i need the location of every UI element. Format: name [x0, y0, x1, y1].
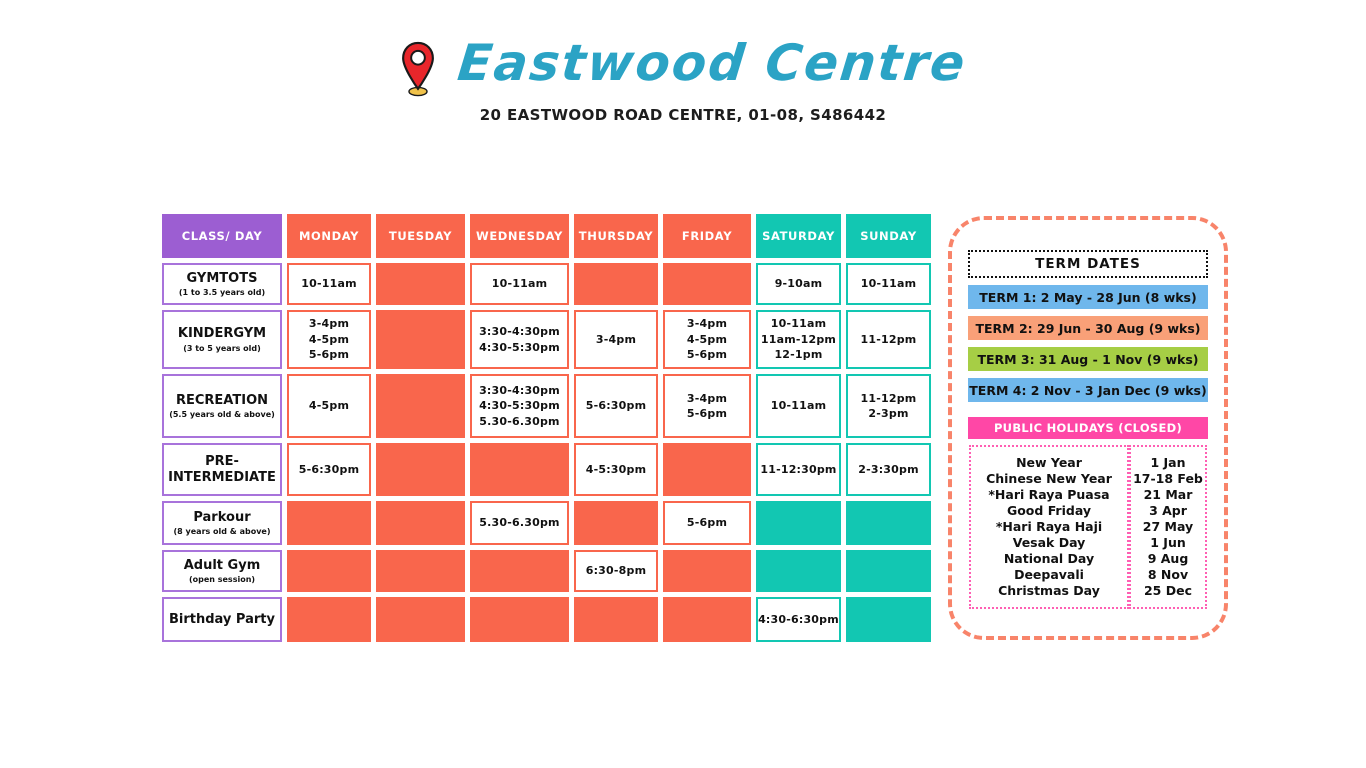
column-header-wednesday: WEDNESDAY: [470, 214, 569, 258]
class-cell-parkour: [162, 501, 282, 545]
schedule-slot: [756, 310, 841, 369]
class-cell-adult-gym: [162, 550, 282, 592]
class-name: GYMTOTS: [186, 270, 258, 286]
holiday-date: 3 Apr: [1149, 503, 1187, 518]
column-header-thursday: THURSDAY: [574, 214, 658, 258]
public-holidays-header: PUBLIC HOLIDAYS (CLOSED): [968, 417, 1208, 439]
slot-time: 5-6:30pm: [585, 399, 647, 413]
holiday-name: Deepavali: [1014, 567, 1084, 582]
term-dates-title: TERM DATES: [968, 250, 1208, 278]
class-subtitle: (open session): [188, 575, 256, 585]
class-name: Parkour: [193, 509, 251, 525]
slot-time: 12-1pm: [774, 348, 823, 362]
schedule-slot: [663, 374, 751, 438]
class-name: RECREATION: [175, 392, 268, 408]
schedule-empty-cell: [756, 550, 841, 592]
slot-time: 4:30-6:30pm: [758, 612, 839, 626]
schedule-slot: [756, 263, 841, 305]
slot-time: 4-5pm: [686, 332, 728, 346]
slot-time: 3-4pm: [686, 391, 728, 405]
class-subtitle: (3 to 5 years old): [183, 343, 261, 353]
slot-time: 3-4pm: [595, 332, 637, 346]
title-row: [0, 36, 1366, 98]
schedule-slot: [756, 443, 841, 496]
schedule-slot: [574, 550, 658, 592]
class-cell-gymtots: [162, 263, 282, 305]
schedule-slot: [287, 310, 371, 369]
column-header-monday: MONDAY: [287, 214, 371, 258]
slot-time: 11-12pm: [860, 391, 917, 405]
schedule-empty-cell: [376, 374, 465, 438]
schedule-empty-cell: [756, 501, 841, 545]
holiday-date: 21 Mar: [1143, 487, 1193, 502]
slot-time: 10-11am: [491, 277, 548, 291]
slot-time: 5-6pm: [308, 348, 350, 362]
info-panel: [948, 216, 1228, 640]
schedule-slot: [663, 501, 751, 545]
schedule-slot: [846, 374, 931, 438]
slot-time: 10-11am: [301, 277, 357, 291]
class-name: Birthday Party: [169, 611, 275, 627]
term-bar-1: TERM 1: 2 May - 28 Jun (8 wks): [968, 285, 1208, 309]
schedule-empty-cell: [376, 310, 465, 369]
term-bar-4: TERM 4: 2 Nov - 3 Jan Dec (9 wks): [968, 378, 1208, 402]
location-pin-icon: [400, 40, 436, 98]
holiday-name: National Day: [1003, 551, 1095, 566]
schedule-empty-cell: [574, 263, 658, 305]
slot-time: 2-3pm: [868, 407, 909, 420]
slot-time: 4-5:30pm: [585, 462, 647, 476]
public-holidays-names-column: [969, 445, 1129, 609]
slot-time: 3:30-4:30pm: [479, 383, 560, 397]
public-holidays-table: [968, 445, 1208, 609]
holiday-name: *Hari Raya Haji: [995, 519, 1103, 534]
holiday-name: Good Friday: [1006, 503, 1092, 518]
schedule-empty-cell: [470, 597, 569, 642]
slot-time: 5.30-6.30pm: [479, 516, 560, 530]
schedule-slot: [663, 310, 751, 369]
schedule-slot: [574, 310, 658, 369]
schedule-empty-cell: [470, 443, 569, 496]
schedule-empty-cell: [846, 550, 931, 592]
slot-time: 5-6pm: [686, 348, 728, 362]
class-cell-birthday-party: [162, 597, 282, 642]
schedule-slot: [846, 263, 931, 305]
slot-time: 5-6:30pm: [298, 462, 360, 476]
schedule-slot: [287, 263, 371, 305]
schedule-slot: [846, 310, 931, 369]
schedule-empty-cell: [376, 443, 465, 496]
holiday-name: *Hari Raya Puasa: [988, 487, 1110, 502]
class-subtitle: (8 years old & above): [173, 527, 271, 537]
holiday-date: 1 Jun: [1150, 535, 1186, 550]
slot-time: 4:30-5:30pm: [479, 399, 560, 413]
slot-time: 2-3:30pm: [858, 462, 919, 476]
address-line: 20 EASTWOOD ROAD CENTRE, 01-08, S486442: [479, 106, 887, 124]
class-subtitle: (5.5 years old & above): [169, 410, 275, 420]
slot-time: 4-5pm: [308, 332, 350, 346]
class-name: KINDERGYM: [177, 326, 267, 342]
schedule-empty-cell: [287, 501, 371, 545]
class-cell-pre-intermediate: [162, 443, 282, 496]
class-cell-recreation: [162, 374, 282, 438]
slot-time: 3-4pm: [308, 317, 350, 331]
schedule-empty-cell: [376, 263, 465, 305]
slot-time: 3-4pm: [686, 317, 728, 331]
slot-time: 10-11am: [770, 317, 827, 331]
column-header-tuesday: TUESDAY: [376, 214, 465, 258]
schedule-empty-cell: [663, 443, 751, 496]
term-bar-2: TERM 2: 29 Jun - 30 Aug (9 wks): [968, 316, 1208, 340]
class-subtitle: (1 to 3.5 years old): [178, 288, 266, 298]
schedule-empty-cell: [574, 501, 658, 545]
schedule-slot: [287, 443, 371, 496]
schedule-empty-cell: [663, 550, 751, 592]
holiday-name: Chinese New Year: [986, 471, 1112, 486]
column-header-sunday: SUNDAY: [846, 214, 931, 258]
schedule-empty-cell: [574, 597, 658, 642]
holiday-name: New Year: [1016, 455, 1082, 470]
slot-time: 3:30-4:30pm: [479, 325, 560, 339]
schedule-empty-cell: [287, 550, 371, 592]
schedule-slot: [756, 597, 841, 642]
header: [0, 36, 1366, 124]
class-cell-kindergym: [162, 310, 282, 369]
slot-time: 10-11am: [770, 399, 827, 413]
column-header-class-day: CLASS/ DAY: [162, 214, 282, 258]
schedule-empty-cell: [470, 550, 569, 592]
holiday-date: 9 Aug: [1147, 551, 1189, 566]
schedule-empty-cell: [663, 263, 751, 305]
slot-time: 4:30-5:30pm: [479, 340, 560, 354]
schedule-empty-cell: [846, 597, 931, 642]
schedule-empty-cell: [663, 597, 751, 642]
page-title: Eastwood Centre: [454, 34, 970, 92]
schedule-empty-cell: [376, 550, 465, 592]
schedule-slot: [574, 374, 658, 438]
slot-time: 10-11am: [860, 277, 917, 291]
schedule-slot: [470, 263, 569, 305]
schedule-empty-cell: [376, 501, 465, 545]
slot-time: 11-12:30pm: [760, 462, 837, 476]
holiday-date: 17-18 Feb: [1133, 471, 1203, 486]
schedule-slot: [846, 443, 931, 496]
schedule-empty-cell: [846, 501, 931, 545]
slot-time: 11-12pm: [860, 332, 917, 346]
class-name: Adult Gym: [183, 557, 261, 573]
holiday-date: 1 Jan: [1150, 455, 1186, 470]
column-header-friday: FRIDAY: [663, 214, 751, 258]
schedule-slot: [470, 310, 569, 369]
schedule-slot: [574, 443, 658, 496]
schedule-slot: [756, 374, 841, 438]
class-name: PRE-INTERMEDIATE: [168, 453, 276, 485]
holiday-name: Vesak Day: [1012, 535, 1086, 550]
column-header-saturday: SATURDAY: [756, 214, 841, 258]
schedule-table: [162, 214, 931, 642]
holiday-date: 27 May: [1142, 519, 1194, 534]
slot-time: 4-5pm: [308, 399, 350, 413]
slot-time: 9-10am: [774, 277, 823, 291]
schedule-slot: [287, 374, 371, 438]
holiday-date: 8 Nov: [1147, 567, 1189, 582]
holiday-date: 25 Dec: [1143, 583, 1192, 598]
slot-time: 5.30-6.30pm: [479, 414, 560, 428]
schedule-slot: [470, 501, 569, 545]
term-bar-3: TERM 3: 31 Aug - 1 Nov (9 wks): [968, 347, 1208, 371]
slot-time: 6:30-8pm: [585, 564, 647, 578]
schedule-slot: [470, 374, 569, 438]
slot-time: 11am-12pm: [760, 332, 837, 346]
schedule-empty-cell: [287, 597, 371, 642]
public-holidays-dates-column: [1129, 445, 1207, 609]
slot-time: 5-6pm: [686, 516, 728, 530]
slot-time: 5-6pm: [686, 407, 728, 420]
holiday-name: Christmas Day: [998, 583, 1100, 598]
schedule-empty-cell: [376, 597, 465, 642]
term-list: [968, 285, 1208, 402]
